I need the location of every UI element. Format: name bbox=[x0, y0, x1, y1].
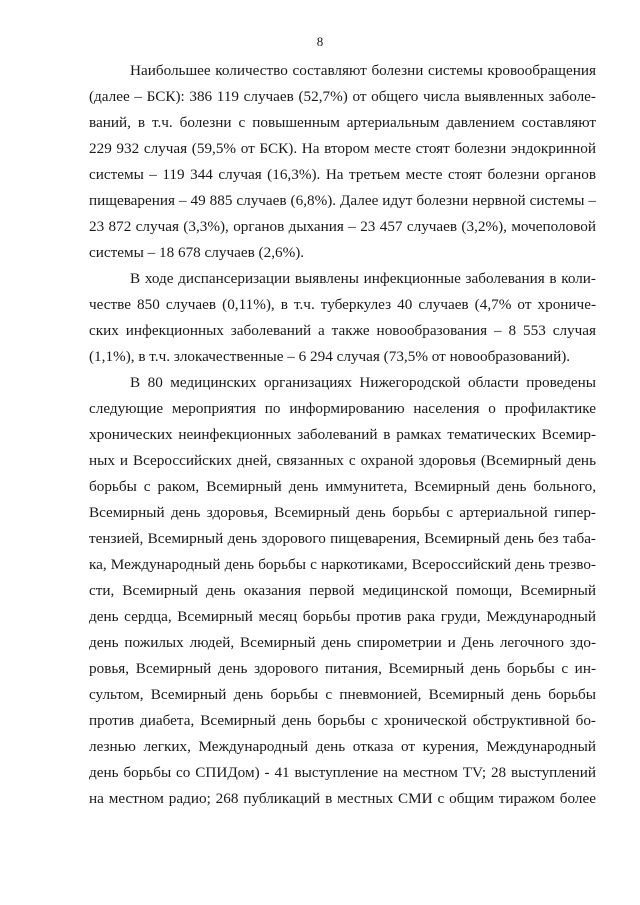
text-line: борьбы с раком, Всемирный день иммунитета, Всемирный день больного, bbox=[89, 478, 596, 495]
text-line: день борьбы со СПИДом) - 41 выступление на местном TV; 28 выступлений bbox=[89, 764, 596, 781]
text-line: Всемирный день здоровья, Всемирный день борьбы с артериальной гипер- bbox=[89, 504, 596, 521]
text-line: тензией, Всемирный день здорового пищеварения, Всемирный день без таба- bbox=[89, 530, 596, 547]
text-line: день сердца, Всемирный месяц борьбы против рака груди, Международный bbox=[89, 608, 596, 625]
text-line: хронических неинфекционных заболеваний в рамках тематических Всемир- bbox=[89, 426, 596, 443]
text-line: ровья, Всемирный день здорового питания, Всемирный день борьбы с ин- bbox=[89, 660, 596, 677]
text-line: В ходе диспансеризации выявлены инфекционные заболевания в коли- bbox=[130, 270, 596, 287]
text-line: ка, Международный день борьбы с наркотиками, Всероссийский день трезво- bbox=[89, 556, 596, 573]
text-line: пищеварения – 49 885 случаев (6,8%). Далее идут болезни нервной системы – bbox=[89, 192, 596, 209]
text-line: лезнью легких, Международный день отказа от курения, Международный bbox=[89, 738, 596, 755]
page-number: 8 bbox=[316, 34, 324, 49]
text-line: день пожилых людей, Всемирный день спирометрии и День легочного здо- bbox=[89, 634, 596, 651]
text-line: честве 850 случаев (0,11%), в т.ч. туберкулез 40 случаев (4,7% от хрониче- bbox=[89, 296, 596, 313]
text-line: (1,1%), в т.ч. злокачественные – 6 294 случая (73,5% от новообразований). bbox=[89, 348, 571, 365]
text-line: сультом, Всемирный день борьбы с пневмонией, Всемирный день борьбы bbox=[89, 686, 596, 703]
text-line: ских инфекционных заболеваний а также новообразования – 8 553 случая bbox=[89, 322, 596, 339]
text-line: 23 872 случая (3,3%), органов дыхания – 23 457 случаев (3,2%), мочеполовой bbox=[89, 218, 596, 235]
text-line: Наибольшее количество составляют болезни системы кровообращения bbox=[130, 62, 596, 79]
text-line: системы – 119 344 случая (16,3%). На третьем месте стоят болезни органов bbox=[89, 166, 596, 183]
text-line: на местном радио; 268 публикаций в местных СМИ с общим тиражом более bbox=[89, 790, 596, 807]
text-line: В 80 медицинских организациях Нижегородской области проведены bbox=[130, 374, 596, 391]
text-line: системы – 18 678 случаев (2,6%). bbox=[89, 244, 305, 261]
text-line: ных и Всероссийских дней, связанных с охраной здоровья (Всемирный день bbox=[89, 452, 596, 469]
text-line: против диабета, Всемирный день борьбы с хронической обструктивной бо- bbox=[89, 712, 596, 729]
text-line: сти, Всемирный день оказания первой медицинской помощи, Всемирный bbox=[89, 582, 596, 599]
text-line: 229 932 случая (59,5% от БСК). На втором месте стоят болезни эндокринной bbox=[89, 140, 596, 157]
text-line: (далее – БСК): 386 119 случаев (52,7%) от общего числа выявленных заболе- bbox=[89, 88, 596, 105]
text-line: следующие мероприятия по информированию населения о профилактике bbox=[89, 400, 596, 417]
text-line: ваний, в т.ч. болезни с повышенным артериальным давлением составляют bbox=[89, 114, 596, 131]
